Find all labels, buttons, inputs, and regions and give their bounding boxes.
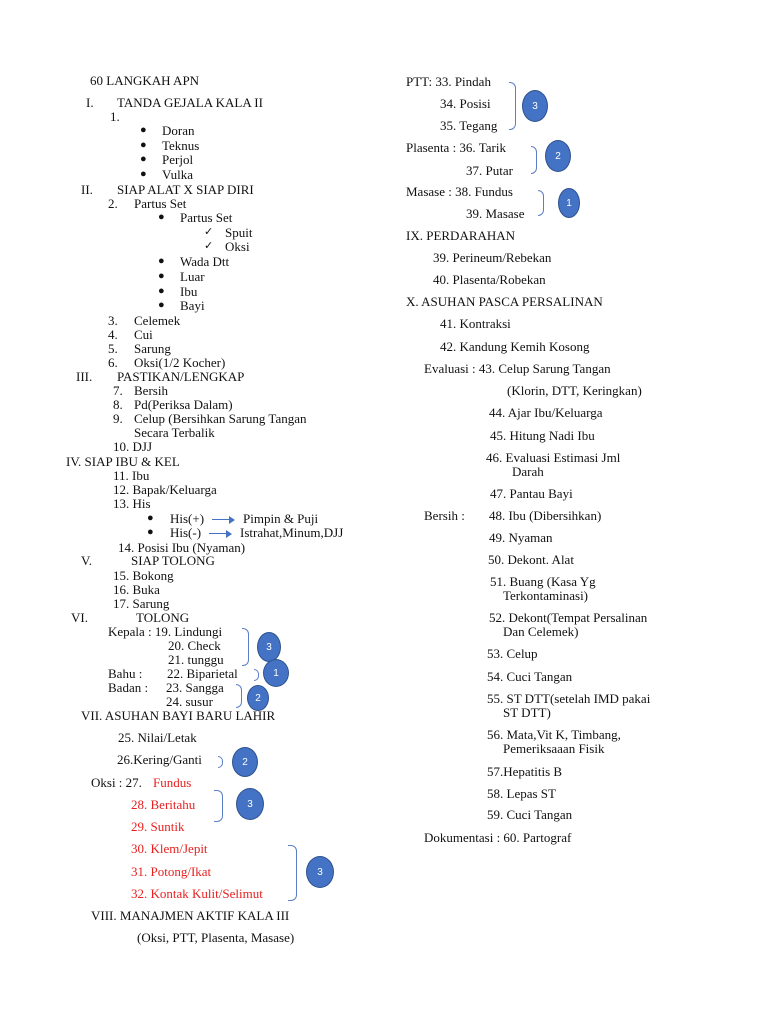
list-item: Pimpin & Puji — [243, 511, 319, 526]
section-1-number: I. — [86, 95, 94, 110]
list-item: 21. tunggu — [168, 652, 224, 667]
list-item-continuation: Darah — [512, 464, 544, 479]
list-item: His(-) — [170, 525, 202, 540]
bracket — [214, 790, 223, 822]
section-7-title: VII. ASUHAN BAYI BARU LAHIR — [81, 708, 276, 723]
list-item: Bayi — [180, 298, 205, 313]
list-item: 23. Sangga — [166, 680, 224, 695]
list-item: 20. Check — [168, 638, 221, 653]
section-1-title: TANDA GEJALA KALA II — [117, 95, 263, 110]
list-item: His(+) — [170, 511, 205, 526]
list-item: 31. Potong/Ikat — [131, 864, 212, 879]
list-item-continuation: (Klorin, DTT, Keringkan) — [507, 383, 642, 398]
bracket — [254, 669, 259, 681]
section-9-title: IX. PERDARAHAN — [406, 228, 516, 243]
bracket — [242, 628, 249, 666]
list-item: 58. Lepas ST — [487, 786, 556, 801]
list-item: 24. susur — [166, 694, 213, 709]
list-item: 30. Klem/Jepit — [131, 841, 208, 856]
list-item: Oksi(1/2 Kocher) — [134, 355, 226, 370]
list-item: Ibu — [180, 284, 198, 299]
arrow-right-icon — [209, 533, 227, 534]
list-item-continuation: Pemeriksaaan Fisik — [503, 741, 605, 756]
list-item: Oksi — [225, 239, 250, 254]
list-item: Celup (Bersihkan Sarung Tangan — [134, 411, 307, 426]
list-item-continuation: Terkontaminasi) — [503, 588, 589, 603]
list-item-continuation: Secara Terbalik — [134, 425, 215, 440]
list-item: 40. Plasenta/Robekan — [433, 272, 546, 287]
list-item: 15. Bokong — [113, 568, 174, 583]
oksi-label: Oksi : 27. — [91, 775, 142, 790]
bullet-icon: ● — [158, 255, 165, 267]
section-2-title: SIAP ALAT X SIAP DIRI — [117, 182, 254, 197]
section-5-title: SIAP TOLONG — [131, 553, 215, 568]
bullet-icon: ● — [158, 299, 165, 311]
list-item: 47. Pantau Bayi — [490, 486, 573, 501]
list-item: Luar — [180, 269, 205, 284]
section-4-title: IV. SIAP IBU & KEL — [66, 454, 180, 469]
list-item-number: 6. — [108, 355, 118, 370]
list-item-number: 2. — [108, 196, 118, 211]
list-item: Celemek — [134, 313, 181, 328]
list-item: 16. Buka — [113, 582, 160, 597]
list-item: 49. Nyaman — [489, 530, 553, 545]
document-title: 60 LANGKAH APN — [90, 73, 200, 88]
bullet-icon: ● — [158, 270, 165, 282]
count-badge: 2 — [232, 747, 258, 777]
list-item: Teknus — [162, 138, 200, 153]
list-item: Cui — [134, 327, 153, 342]
bullet-icon: ● — [140, 153, 147, 165]
bullet-icon: ● — [147, 526, 154, 538]
list-item: 42. Kandung Kemih Kosong — [440, 339, 590, 354]
list-item-number: 9. — [113, 411, 123, 426]
checkmark-icon: ✓ — [204, 240, 214, 252]
list-item: Wada Dtt — [180, 254, 230, 269]
masase-label: Masase : 38. Fundus — [406, 184, 513, 199]
list-item: Fundus — [153, 775, 192, 790]
list-item: Sarung — [134, 341, 171, 356]
count-badge: 2 — [247, 685, 269, 711]
count-badge: 1 — [558, 188, 580, 218]
list-item: 41. Kontraksi — [440, 316, 511, 331]
list-item: 51. Buang (Kasa Yg — [490, 574, 596, 589]
section-6-number: VI. — [71, 610, 88, 625]
section-3-number: III. — [76, 369, 93, 384]
bracket — [538, 190, 544, 216]
list-item: 50. Dekont. Alat — [488, 552, 574, 567]
list-item: Perjol — [162, 152, 194, 167]
list-item: Partus Set — [180, 210, 233, 225]
list-item-number: 7. — [113, 383, 123, 398]
bullet-icon: ● — [140, 124, 147, 136]
count-badge: 3 — [306, 856, 334, 888]
list-item: 55. ST DTT(setelah IMD pakai — [487, 691, 651, 706]
section-6-title: TOLONG — [136, 610, 190, 625]
list-item: 45. Hitung Nadi Ibu — [490, 428, 595, 443]
count-badge: 3 — [236, 788, 264, 820]
count-badge: 2 — [545, 140, 571, 172]
bahu-label: Bahu : — [108, 666, 143, 681]
list-item: 35. Tegang — [440, 118, 498, 133]
section-5-number: V. — [81, 553, 92, 568]
list-item-number: 8. — [113, 397, 123, 412]
list-item: 56. Mata,Vit K, Timbang, — [487, 727, 621, 742]
list-item: Spuit — [225, 225, 253, 240]
list-item: 53. Celup — [487, 646, 538, 661]
list-item: 48. Ibu (Dibersihkan) — [489, 508, 602, 523]
section-10-title: X. ASUHAN PASCA PERSALINAN — [406, 294, 603, 309]
list-item: 22. Biparietal — [167, 666, 238, 681]
ptt-label: PTT: 33. Pindah — [406, 74, 491, 89]
list-item: Bersih — [134, 383, 168, 398]
bracket — [531, 146, 537, 174]
count-badge: 1 — [263, 659, 289, 687]
count-badge: 3 — [257, 632, 281, 662]
bullet-icon: ● — [140, 168, 147, 180]
bracket — [236, 684, 242, 708]
list-item: 32. Kontak Kulit/Selimut — [131, 886, 263, 901]
list-item-number: 3. — [108, 313, 118, 328]
list-item: 59. Cuci Tangan — [487, 807, 573, 822]
list-item: Istrahat,Minum,DJJ — [240, 525, 344, 540]
list-item: 44. Ajar Ibu/Keluarga — [489, 405, 603, 420]
bracket — [218, 756, 223, 768]
bracket — [288, 845, 297, 901]
list-item: 37. Putar — [466, 163, 513, 178]
kepala-label: Kepala : 19. Lindungi — [108, 624, 223, 639]
bracket — [509, 82, 516, 130]
bullet-icon: ● — [158, 285, 165, 297]
list-item-number: 4. — [108, 327, 118, 342]
list-item: 10. DJJ — [113, 439, 153, 454]
evaluasi-label: Evaluasi : 43. Celup Sarung Tangan — [424, 361, 611, 376]
list-item: 57.Hepatitis B — [487, 764, 563, 779]
list-item: 11. Ibu — [113, 468, 150, 483]
list-item: 12. Bapak/Keluarga — [113, 482, 217, 497]
bullet-icon: ● — [158, 211, 165, 223]
checkmark-icon: ✓ — [204, 226, 214, 238]
list-item: 39. Masase — [466, 206, 525, 221]
list-item-continuation: Dan Celemek) — [503, 624, 579, 639]
list-item: 39. Perineum/Rebekan — [433, 250, 552, 265]
list-item-number: 5. — [108, 341, 118, 356]
list-item: 46. Evaluasi Estimasi Jml — [486, 450, 621, 465]
badan-label: Badan : — [108, 680, 149, 695]
section-3-title: PASTIKAN/LENGKAP — [117, 369, 245, 384]
list-item-continuation: ST DTT) — [503, 705, 551, 720]
list-item: Partus Set — [134, 196, 187, 211]
bullet-icon: ● — [140, 139, 147, 151]
section-8-title: VIII. MANAJMEN AKTIF KALA III — [91, 908, 290, 923]
bullet-icon: ● — [147, 512, 154, 524]
list-item: 25. Nilai/Letak — [118, 730, 197, 745]
plasenta-label: Plasenta : 36. Tarik — [406, 140, 506, 155]
list-item: 54. Cuci Tangan — [487, 669, 573, 684]
list-item: 13. His — [113, 496, 151, 511]
list-item: 29. Suntik — [131, 819, 185, 834]
list-item: 28. Beritahu — [131, 797, 196, 812]
section-1-item-1: 1. — [110, 109, 120, 124]
arrow-right-icon — [212, 519, 230, 520]
list-item: Vulka — [162, 167, 193, 182]
section-2-number: II. — [81, 182, 93, 197]
list-item: 52. Dekont(Tempat Persalinan — [489, 610, 648, 625]
list-item: 14. Posisi Ibu (Nyaman) — [118, 540, 246, 555]
list-item: 26.Kering/Ganti — [117, 752, 202, 767]
dokumentasi-label: Dokumentasi : 60. Partograf — [424, 830, 572, 845]
list-item: 17. Sarung — [113, 596, 170, 611]
list-item: Doran — [162, 123, 195, 138]
section-8-subtitle: (Oksi, PTT, Plasenta, Masase) — [137, 930, 295, 945]
list-item: Pd(Periksa Dalam) — [134, 397, 233, 412]
count-badge: 3 — [522, 90, 548, 122]
bersih-label: Bersih : — [424, 508, 465, 523]
list-item: 34. Posisi — [440, 96, 491, 111]
